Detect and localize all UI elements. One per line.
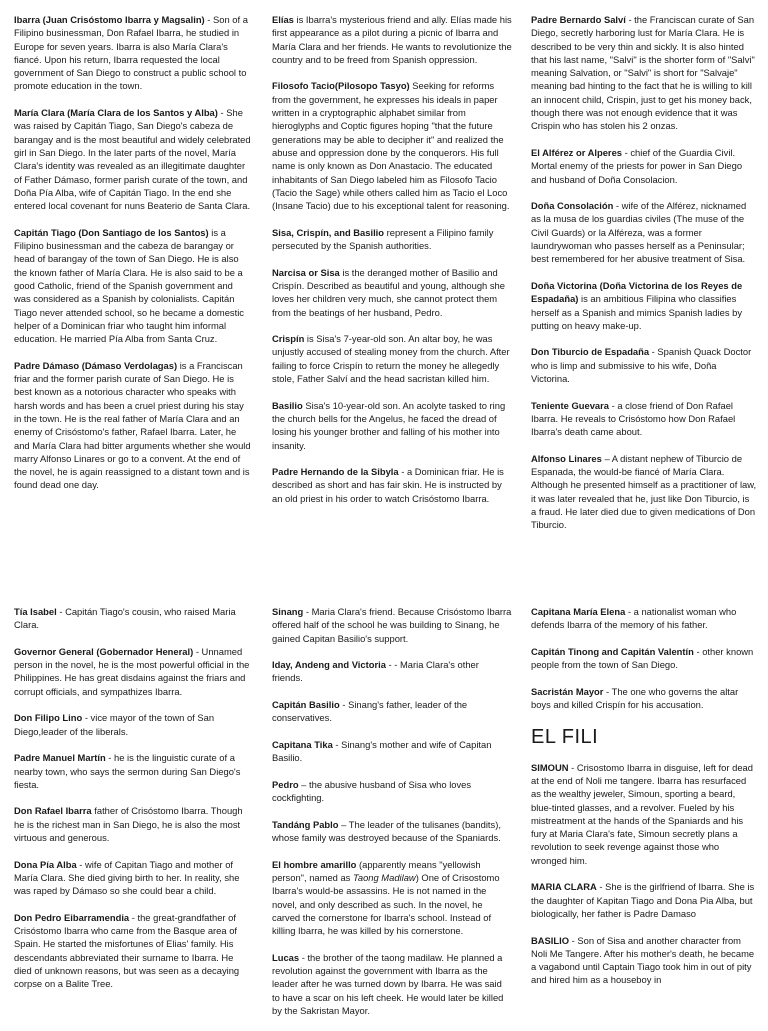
column-3-bottom <box>531 605 757 1000</box>
character-description: represent a Filipino family persecuted by the Spanish authorities. <box>272 226 494 252</box>
character-name: Teniente Guevara <box>531 399 609 411</box>
character-name: Tandáng Pablo <box>272 818 339 830</box>
character-description: is a Filipino businessman and the cabeza de barangay or head of barangay of the town of San Diego. He is also the known father of María Clara. He is also said to be a good Catholic, friend of the Spanish government and was considered as a Spanish by colonialists. Capitán Tiago never attended school, so he became a domestic helper of a Dominican friar who taught him informal education. He married Pía Alba from Santa Cruz. <box>14 226 244 345</box>
column-1-bottom <box>14 605 252 1004</box>
character-name: Dona Pía Alba <box>14 858 77 870</box>
character-entry <box>531 279 757 332</box>
character-description: - chief of the Guardia Civil. Mortal enemy of the priests for power in San Diego and husband of Doña Consolacion. <box>531 146 743 185</box>
character-alias: Taong Madilaw <box>352 871 416 883</box>
character-entry <box>272 605 512 645</box>
character-entry <box>531 13 757 133</box>
character-description: is an ambitious Filipina who classifies herself as a Spanish and mimics Spanish ladies by putting on heavy make-up. <box>531 293 743 331</box>
character-entry <box>14 858 252 898</box>
character-entry <box>531 685 757 712</box>
character-description: - a close friend of Don Rafael Ibarra. He reveals to Crisóstomo how Don Rafael Ibarra's death came about. <box>531 399 736 438</box>
character-name: María Clara (María Clara de los Santos y Alba) <box>14 107 218 119</box>
character-description: - the brother of the taong madilaw. He planned a revolution against the government with Ibarra as the leader after he was turned down by Ibarra. He was said to have a scar on his left cheek. He would later be killed by the Sakristan Mayor. <box>272 951 504 1016</box>
character-name: Don Pedro Eibarramendia <box>14 911 130 923</box>
character-description: - - Maria Clara's other friends. <box>272 659 479 684</box>
character-name: Iday, Andeng and Victoria <box>272 659 386 671</box>
character-name: El hombre amarillo <box>272 858 357 870</box>
character-description: Sisa's 10-year-old son. An acolyte tasked to ring the church bells for the Angelus, he faced the dread of losing his younger brother and falling of his mother into insanity. <box>272 399 506 451</box>
character-entry <box>272 266 512 319</box>
character-name: Doña Consolación <box>531 200 614 212</box>
character-entry <box>14 359 252 492</box>
character-description: - Unnamed person in the novel, he is the most powerful official in the Philippines. He has great disdains against the friars and corrupt officials, and sympathizes Ibarra. <box>14 645 250 697</box>
character-description: Seeking for reforms from the government, he expresses his ideals in paper written in a cryptographic alphabet similar from hieroglyphs and Coptic figures hoping "that the future generations may be able to decipher it" and realized the abuse and oppression done by the conquerors. His full name is only known as Don Anastacio. The educated inhabitants of San Diego labeled him as Filosofo Tacio (Tacio the Sage) while others called him as Tacio el Loco (Insane Tacio) due to his exceptional talent for reasoning. <box>272 80 510 212</box>
character-name: Don Rafael Ibarra <box>14 805 92 817</box>
character-name: Capitán Tinong and Capitán Valentín <box>531 645 694 657</box>
column-3-bottom-list <box>531 605 757 711</box>
character-description: – The leader of the tulisanes (bandits), whose family was destroyed because of the Spaniards. <box>272 818 501 844</box>
character-entry <box>531 934 757 987</box>
character-name: SIMOUN <box>531 761 569 773</box>
character-description: is the deranged mother of Basilio and Crispín. Described as beautiful and young, although she loves her children very much, she cannot protect them from the beatings of her husband, Pedro. <box>272 266 505 318</box>
character-name: Tía Isabel <box>14 606 57 617</box>
character-entry <box>14 106 252 212</box>
character-name: Capitana María Elena <box>531 606 626 617</box>
character-name: Don Tiburcio de Espadaña <box>531 346 650 358</box>
character-entry <box>272 778 512 805</box>
character-entry <box>531 452 757 532</box>
character-name: Sisa, Crispín, and Basilio <box>272 226 385 238</box>
character-entry <box>14 645 252 698</box>
character-description: - She was raised by Capitán Tiago, San Diego's cabeza de barangay and is the most beautiful and widely celebrated girl in San Diego. In the later parts of the novel, María Clara's identity was revealed as an illegitimate daughter of Father Dámaso, former parish curate of the town, and Doña Pía Alba, wife of Capitán Tiago. In the end she entered local covenant for nuns Beaterio de Santa Clara. <box>14 107 251 212</box>
character-description: - Sinang's father, leader of the conservatives. <box>272 699 468 724</box>
character-name: Ibarra (Juan Crisóstomo Ibarra y Magsalin) <box>14 14 205 25</box>
character-entry <box>531 645 757 672</box>
character-entry <box>272 332 512 385</box>
character-name: MARIA CLARA <box>531 881 597 893</box>
character-name: Alfonso Linares <box>531 452 602 464</box>
character-name: Padre Dámaso (Dámaso Verdolagas) <box>14 359 178 371</box>
character-description: - wife of Capitan Tiago and mother of María Clara. She died giving birth to her. In reality, she was raped by Dámaso so she could bear a child. <box>14 858 240 897</box>
character-name: Elías <box>272 14 294 25</box>
character-entry <box>14 751 252 791</box>
character-entry <box>531 199 757 265</box>
character-entry <box>272 226 512 253</box>
character-description: - other known people from the town of San Diego. <box>531 645 754 671</box>
character-entry <box>531 880 757 920</box>
character-description: - the Franciscan curate of San Diego, secretly harboring lust for María Clara. He is described to be very thin and sickly. It is also hinted that his last name, "Salvi" is the shorter form of "Salvi" meaning Salvation, or "Salvi" is short for "Salvaje" meaning bad hinting to the fact that he is willing to kill an innocent child, Crispin, just to get his money back, though there was not enough evidence that it was Crispin who has stolen his 2 onzas. <box>531 14 755 132</box>
character-entry <box>14 13 252 93</box>
character-name: Crispín <box>272 333 305 345</box>
character-entry <box>272 858 512 938</box>
el-fili-list <box>531 761 757 987</box>
character-name: Don Filipo Lino <box>14 712 83 724</box>
character-description: - Son of a Filipino businessman, Don Rafael Ibarra, he studied in Europe for seven years. Ibarra is also María Clara's fiancé. Upon his return, Ibarra requested the local government of San Diego to construct a public school to promote education in the town. <box>14 14 248 92</box>
character-entry <box>14 804 252 844</box>
character-description: - Maria Clara's friend. Because Crisóstomo Ibarra offered half of the school he was building to Sinang, he gained Capitan Basilio's support. <box>272 606 512 644</box>
character-entry <box>531 146 757 186</box>
character-entry <box>14 711 252 738</box>
character-name: Padre Hernando de la Sibyla <box>272 466 399 478</box>
character-name: Capitán Tiago (Don Santiago de los Santos) <box>14 226 209 238</box>
character-description: - wife of the Alférez, nicknamed as la musa de los guardias civiles (The muse of the Civil Guards) or la Alféreza, was a former laundrywoman who passes herself as a Peninsular; best remembered for her abusive treatment of Sisa. <box>531 200 747 265</box>
character-entry <box>272 818 512 845</box>
column-3-top <box>531 13 757 545</box>
character-entry <box>531 605 757 632</box>
character-description: father of Crisóstomo Ibarra. Though he is the richest man in San Diego, he is also the most virtuous and generous. <box>14 805 243 844</box>
character-description: ) One of Crisostomo Ibarra's would-be assassins. He is not named in the novel, and only described as such. In the novel, he carved the cornerstone for Ibarra's school. Instead of killing Ibarra, he was killed by his cornerstone. <box>272 871 500 937</box>
character-description: – the abusive husband of Sisa who loves cockfighting. <box>272 778 472 804</box>
character-name: Filosofo Tacio(Pilosopo Tasyo) <box>272 80 410 92</box>
character-name: Sacristán Mayor <box>531 685 604 697</box>
character-entry <box>531 399 757 439</box>
character-name: Capitán Basilio <box>272 699 340 711</box>
character-name: Governor General (Gobernador Heneral) <box>14 645 194 657</box>
character-entry <box>531 345 757 385</box>
character-entry <box>14 605 252 632</box>
character-description: - the great-grandfather of Crisóstomo Ibarra who came from the Basque area of Spain. He started the misfortunes of Elias' family. His descendants abbreviated their surname to Ibarra. He died of unknown reasons, but was seen as a decaying corpse on a Balite Tree. <box>14 911 240 990</box>
character-entry <box>531 761 757 867</box>
character-description: - vice mayor of the town of San Diego,leader of the liberals. <box>14 712 215 737</box>
character-name: Lucas <box>272 951 300 963</box>
column-2-top <box>272 13 512 518</box>
character-description: - a nationalist woman who defends Ibarra of the memory of his father. <box>531 606 737 631</box>
character-description: - Son of Sisa and another character from Noli Me Tangere. After his mother's death, he became a vagabond until Captain Tiago took him in out of pity and hired him as a houseboy in <box>531 934 755 986</box>
character-description: is a Franciscan friar and the former parish curate of San Diego. He is best known as a notorious character who speaks with harsh words and has been a cruel priest during his stay in the town. He is the real father of María Clara and an enemy of Crisóstomo's father, Rafael Ibarra. Later, he and María Clara had bitter arguments whether she would marry Alfonso Linares or go to a convent. At the end of the novel, he is again reassigned to a distant town and is found dead one day. <box>14 359 251 491</box>
column-2-bottom <box>272 605 512 1031</box>
character-entry <box>272 465 512 505</box>
character-entry <box>272 698 512 725</box>
character-entry <box>14 226 252 346</box>
character-description: - Spanish Quack Doctor who is limp and submissive to his wife, Doña Victorina. <box>531 346 752 385</box>
character-description: - Sinang's mother and wife of Capitan Basilio. <box>272 738 492 764</box>
character-entry <box>272 13 512 66</box>
character-entry <box>272 738 512 765</box>
character-name: Capitana Tika <box>272 738 333 750</box>
character-name: BASILIO <box>531 934 570 946</box>
character-name: Padre Bernardo Salví <box>531 14 626 25</box>
el-fili-heading: EL FILI <box>531 725 599 748</box>
character-description: is Ibarra's mysterious friend and ally. Elías made his first appearance as a pilot during a picnic of Ibarra and María Clara and her friends. He wants to revolutionize the country and to be freed from Spanish oppression. <box>272 14 512 65</box>
character-entry <box>272 951 512 1017</box>
character-name: Pedro <box>272 778 299 790</box>
character-description: - Crisostomo Ibarra in disguise, left for dead at the end of Noli me tangere. Ibarra has resurfaced as the wealthy jeweler, Simoun, sporting a beard, blue-tinted glasses, and a revolver. Fueled by his mistreatment at the hands of the Spaniards and his fury at Maria Clara's fate, Simoun secretly plans a revolution to seek revenge against those who wronged him. <box>531 761 753 866</box>
column-1-top <box>14 13 252 505</box>
character-name: El Alférez or Alperes <box>531 146 623 158</box>
character-entry <box>272 399 512 452</box>
character-entry <box>272 658 512 685</box>
character-name: Doña Victorina (Doña Victorina de los Reyes de Espadaña) <box>531 279 743 305</box>
character-name: Padre Manuel Martín <box>14 752 106 764</box>
character-entry <box>14 911 252 991</box>
character-description: – A distant nephew of Tiburcio de Espanada, the would-be fiancé of María Clara. Although he presented himself as a practitioner of law, it was later revealed that he, just like Don Tiburcio, is a fraud. He later died due to given medications of Don Tiburcio. <box>531 452 757 531</box>
character-description: - he is the linguistic curate of a nearby town, who says the sermon during San Diego's fiesta. <box>14 752 241 790</box>
character-description: - Capitán Tiago's cousin, who raised Maria Clara. <box>14 606 236 631</box>
character-description: - The one who governs the altar boys and killed Crispín for his accusation. <box>531 685 739 711</box>
character-description: - She is the girlfriend of Ibarra. She is the daughter of Kapitan Tiago and Dona Pia Alba, but biologically, her father is Padre Damaso <box>531 881 755 919</box>
character-name: Narcisa or Sisa <box>272 266 340 278</box>
character-entry <box>272 79 512 212</box>
character-description: - a Dominican friar. He is described as short and has fair skin. He is instructed by an old priest in his order to watch Crisóstomo Ibarra. <box>272 466 504 504</box>
character-description-pre: (apparently means "yellowish person", named as <box>272 858 481 883</box>
character-description: is Sisa's 7-year-old son. An altar boy, he was unjustly accused of stealing money from the church. After failing to force Crispín to return the money he allegedly stole, Father Salví and the head sacristan killed him. <box>272 333 510 385</box>
character-name: Sinang <box>272 606 304 617</box>
character-name: Basilio <box>272 399 303 411</box>
